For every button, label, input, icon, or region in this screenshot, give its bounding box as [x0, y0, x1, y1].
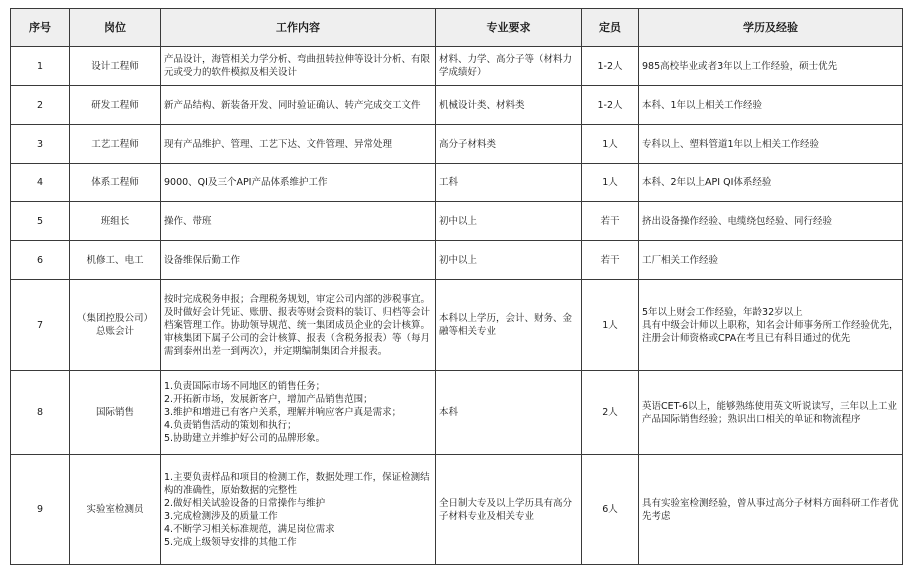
- cell-experience: 英语CET-6以上，能够熟练使用英文听说读写，三年以上工业产品国际销售经验；熟识出口相关的单证和物流程序: [639, 371, 903, 455]
- list-item: 5.完成上级领导安排的其他工作: [164, 536, 297, 548]
- list-item: 2.开拓新市场，发展新客户，增加产品销售范围；: [164, 394, 373, 405]
- list-item: 4.不断学习相关标准规范，满足岗位需求: [164, 523, 335, 535]
- cell-major: 初中以上: [436, 241, 582, 280]
- position-company-note: （集团控股公司）: [76, 313, 153, 324]
- table-row: [11, 202, 903, 241]
- cell-count: 1人: [582, 280, 639, 371]
- experience-line: 具有中级会计师以上职称，知名会计师事务所工作经验优先，注册会计师资格或CPA在考且已有科目通过的优先: [642, 319, 899, 344]
- cell-count: 1人: [582, 125, 639, 164]
- recruitment-table-sheet: [10, 8, 902, 566]
- list-item: 2.做好相关试验设备的日常操作与维护: [164, 497, 326, 509]
- cell-count: 1-2人: [582, 86, 639, 125]
- cell-major: 全日制大专及以上学历具有高分子材料专业及相关专业: [436, 455, 582, 565]
- cell-experience: 985高校毕业或者3年以上工作经验，硕士优先: [639, 47, 903, 86]
- header-row: [11, 9, 903, 47]
- cell-work: 9000、QI及三个API产品体系维护工作: [161, 164, 436, 202]
- table-row: [11, 86, 903, 125]
- cell-major: 材料、力学、高分子等（材料力学成绩好）: [436, 47, 582, 86]
- list-item: 3.维护和增进已有客户关系，理解并响应客户真是需求；: [164, 407, 402, 418]
- cell-work: 现有产品维护、管理、工艺下达、文件管理、异常处理: [161, 125, 436, 164]
- recruitment-table: [10, 8, 903, 565]
- list-item: 1.负责国际市场不同地区的销售任务；: [164, 381, 326, 392]
- cell-experience: 挤出设备操作经验、电缆绕包经验、同行经验: [639, 202, 903, 241]
- cell-count: 若干: [582, 202, 639, 241]
- cell-major: 本科: [436, 371, 582, 455]
- cell-work: [161, 371, 436, 455]
- cell-position: 班组长: [70, 202, 161, 241]
- cell-position: 体系工程师: [70, 164, 161, 202]
- position-title: 总账会计: [95, 326, 134, 337]
- cell-position: 机修工、电工: [70, 241, 161, 280]
- cell-position: 实验室检测员: [70, 455, 161, 565]
- cell-count: 2人: [582, 371, 639, 455]
- cell-experience: 工厂相关工作经验: [639, 241, 903, 280]
- cell-work: 设备维保后勤工作: [161, 241, 436, 280]
- cell-no: 6: [11, 241, 70, 280]
- cell-count: 1-2人: [582, 47, 639, 86]
- table-row: [11, 371, 903, 455]
- cell-no: 5: [11, 202, 70, 241]
- list-item: 1.主要负责样品和项目的检测工作，数据处理工作，保证检测结构的准确性，原始数据的完整性: [164, 471, 430, 496]
- table-row: [11, 47, 903, 86]
- cell-major: 机械设计类、材料类: [436, 86, 582, 125]
- table-row: [11, 241, 903, 280]
- header-no: 序号: [11, 9, 70, 47]
- header-work: 工作内容: [161, 9, 436, 47]
- cell-position: 国际销售: [70, 371, 161, 455]
- cell-work: [161, 455, 436, 565]
- cell-no: 2: [11, 86, 70, 125]
- cell-work: 产品设计，海管相关力学分析、弯曲扭转拉伸等设计分析、有限元或受力的软件模拟及相关设计: [161, 47, 436, 86]
- cell-experience: 本科、2年以上API QI体系经验: [639, 164, 903, 202]
- cell-experience: 专科以上、塑料管道1年以上相关工作经验: [639, 125, 903, 164]
- list-item: 3.完成检测涉及的质量工作: [164, 510, 278, 522]
- cell-no: 3: [11, 125, 70, 164]
- cell-work: 操作、带班: [161, 202, 436, 241]
- table-row: [11, 164, 903, 202]
- cell-no: 9: [11, 455, 70, 565]
- header-experience: 学历及经验: [639, 9, 903, 47]
- cell-experience: [639, 280, 903, 371]
- cell-count: 若干: [582, 241, 639, 280]
- cell-experience: 具有实验室检测经验，曾从事过高分子材料方面科研工作者优先考虑: [639, 455, 903, 565]
- cell-no: 4: [11, 164, 70, 202]
- cell-major: 初中以上: [436, 202, 582, 241]
- list-item: 4.负责销售活动的策划和执行；: [164, 420, 297, 431]
- cell-major: 高分子材料类: [436, 125, 582, 164]
- experience-line: 5年以上财会工作经验，年龄32岁以上: [642, 306, 803, 318]
- table-row: [11, 455, 903, 565]
- header-position: 岗位: [70, 9, 161, 47]
- cell-no: 7: [11, 280, 70, 371]
- cell-work: 新产品结构、新装备开发、同时验证确认、转产完成交工文件: [161, 86, 436, 125]
- cell-experience: 本科、1年以上相关工作经验: [639, 86, 903, 125]
- cell-major: 本科以上学历，会计、财务、金融等相关专业: [436, 280, 582, 371]
- cell-no: 8: [11, 371, 70, 455]
- cell-position: 研发工程师: [70, 86, 161, 125]
- cell-count: 6人: [582, 455, 639, 565]
- cell-work: 按时完成税务申报；合理税务规划，审定公司内部的涉税事宜。及时做好会计凭证、账册、报表等财会资料的装订、归档等会计档案管理工作。协助领导规范、统一集团成员企业的会计核算。审核集团下属子公司的会计核算、报表（含税务报表）等（每月需到泰州出差一到两次），并定期编制集团合并报表。: [161, 280, 436, 371]
- cell-no: 1: [11, 47, 70, 86]
- cell-position: 工艺工程师: [70, 125, 161, 164]
- cell-major: 工科: [436, 164, 582, 202]
- work-list: [164, 380, 432, 445]
- cell-position: 设计工程师: [70, 47, 161, 86]
- header-count: 定员: [582, 9, 639, 47]
- table-row: [11, 125, 903, 164]
- list-item: 5.协助建立并维护好公司的品牌形象。: [164, 433, 326, 444]
- cell-count: 1人: [582, 164, 639, 202]
- work-list: [164, 471, 432, 549]
- header-major: 专业要求: [436, 9, 582, 47]
- cell-position: [70, 280, 161, 371]
- table-row: [11, 280, 903, 371]
